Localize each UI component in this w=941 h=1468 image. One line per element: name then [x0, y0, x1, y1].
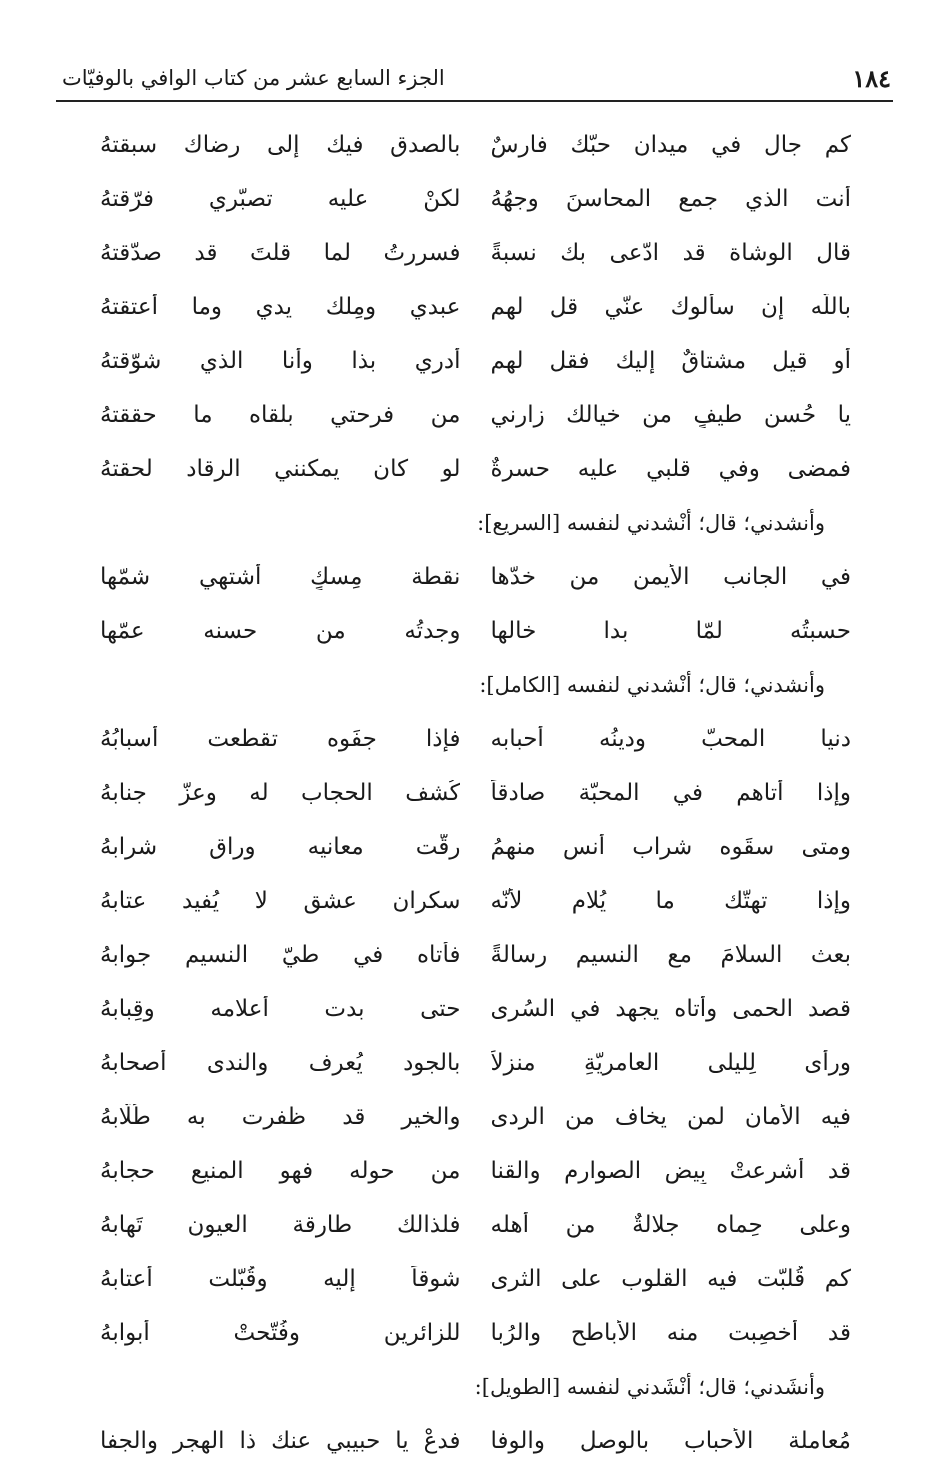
verse-second-hemistich: عبدي ومِلك يدي وما أعتقتهُ — [100, 294, 461, 320]
verse-line — [100, 604, 851, 658]
verse-first-hemistich: بعث السلامَ مع النسيم رسالةً — [490, 942, 851, 968]
poem-body — [100, 118, 851, 1468]
verse-line — [100, 1198, 851, 1252]
verse-line — [100, 766, 851, 820]
verse-second-hemistich: فلذالك طارقة العيون تَهابهُ — [100, 1212, 461, 1238]
verse-line — [100, 1144, 851, 1198]
verse-second-hemistich: فأتاه في طيّ النسيم جوابهُ — [100, 942, 461, 968]
verse-second-hemistich: من حوله فهو المنيع حجابهُ — [100, 1158, 461, 1184]
verse-second-hemistich: حتى بدت أعلامه وقِبابهُ — [100, 996, 461, 1022]
verse-second-hemistich: شوقاً إليه وقُبّلت أعتابهُ — [100, 1266, 461, 1292]
verse-second-hemistich: لو كان يمكنني الرقاد لحقتهُ — [100, 456, 461, 482]
header-rule — [56, 100, 893, 102]
verse-second-hemistich: بالصدق فيك إلى رضاك سبقتهُ — [100, 132, 461, 158]
running-title: الجزء السابع عشر من كتاب الوافي بالوفيّات — [62, 66, 445, 90]
verse-first-hemistich: مُعاملة الأحباب بالوصل والوفا — [490, 1428, 851, 1454]
verse-second-hemistich: من فرحتي بلقاه ما حققتهُ — [100, 402, 461, 428]
verse-first-hemistich: ورأى لِليلى العامريّةِ منزلاً — [490, 1050, 851, 1076]
verse-second-hemistich: والخير قد ظفرت به طُلّابهُ — [100, 1104, 461, 1130]
verse-first-hemistich: وإذا تهتّك ما يُلام لأنّه — [490, 888, 851, 914]
verse-first-hemistich: أنت الذي جمع المحاسنَ وجهُهُ — [490, 186, 851, 212]
verse-line — [100, 1414, 851, 1468]
verse-line — [100, 1036, 851, 1090]
verse-second-hemistich: بالجود يُعرف والندى أصحابهُ — [100, 1050, 461, 1076]
verse-line — [100, 172, 851, 226]
verse-line — [100, 874, 851, 928]
verse-line — [100, 712, 851, 766]
verse-line — [100, 982, 851, 1036]
verse-second-hemistich: فإذا جفَوه تقطعت أسبابُهُ — [100, 726, 461, 752]
verse-first-hemistich: حسبتُه لمّا بدا خالها — [490, 618, 851, 644]
verse-line — [100, 820, 851, 874]
verse-second-hemistich: للزائرين وفُتّحتْ أبوابهُ — [100, 1320, 461, 1346]
verse-second-hemistich: سكران عشقٍ لا يُفيد عتابهُ — [100, 888, 461, 914]
verse-second-hemistich: فدعْ يا حبيبي عنك ذا الهجر والجفا — [100, 1428, 461, 1454]
verse-line — [100, 334, 851, 388]
verse-first-hemistich: يا حُسن طيفٍ من خيالك زارني — [490, 402, 851, 428]
verse-second-hemistich: نقطة مِسكٍ أشتهي شمّها — [100, 564, 461, 590]
verse-first-hemistich: فيه الأمان لمن يخاف من الردى — [490, 1104, 851, 1130]
verse-first-hemistich: كم جال في ميدان حبّك فارسٌ — [490, 132, 851, 158]
page-number: ١٨٤ — [852, 63, 891, 93]
verse-line — [100, 388, 851, 442]
verse-line — [100, 118, 851, 172]
verse-first-hemistich: في الجانب الأيمن من خدّها — [490, 564, 851, 590]
verse-second-hemistich: وجدتُه من حسنه عمّها — [100, 618, 461, 644]
verse-line — [100, 226, 851, 280]
verse-first-hemistich: باللّه إن سألوك عنّي قل لهم — [490, 294, 851, 320]
verse-line — [100, 928, 851, 982]
verse-first-hemistich: فمضى وفي قلبي عليه حسرةٌ — [490, 456, 851, 482]
verse-line — [100, 550, 851, 604]
verse-line — [100, 442, 851, 496]
verse-line — [100, 280, 851, 334]
verse-line — [100, 1306, 851, 1360]
verse-first-hemistich: وعلى حِماه جلالةٌ من أهله — [490, 1212, 851, 1238]
verse-first-hemistich: كم قُلبّت فيه القلوب على الثرى — [490, 1266, 851, 1292]
page-header — [62, 58, 891, 98]
verse-first-hemistich: أو قيل مشتاقٌ إليك فقل لهم — [490, 348, 851, 374]
recitation-intro: وأنشدني؛ قال؛ أنْشدني لنفسه [الكامل]: — [479, 673, 825, 697]
verse-first-hemistich: قد أُخصِبت منه الأباطح والرُبا — [490, 1320, 851, 1346]
verse-second-hemistich: رقّت معانيه وراق شرابهُ — [100, 834, 461, 860]
verse-first-hemistich: قال الوشاة قد ادّعى بك نسبةً — [490, 240, 851, 266]
verse-first-hemistich: قد أُشرعتْ بِيض الصوارم والقنا — [490, 1158, 851, 1184]
recitation-intro: وأنشدني؛ قال؛ أنْشدني لنفسه [السريع]: — [477, 511, 825, 535]
verse-second-hemistich: فسررتُ لما قلتَ قد صدّقتهُ — [100, 240, 461, 266]
verse-first-hemistich: دنيا المحبّ ودينُه أحبابه — [490, 726, 851, 752]
verse-line — [100, 1090, 851, 1144]
verse-first-hemistich: قصد الحمى وأتاه يجهد في السُرى — [490, 996, 851, 1022]
verse-first-hemistich: ومتى سقَوه شراب أُنسٍ منهمُ — [490, 834, 851, 860]
verse-second-hemistich: كُشف الحجاب له وعزّ جنابهُ — [100, 780, 461, 806]
verse-second-hemistich: أدري بذا وأنا الذي شوّقتهُ — [100, 348, 461, 374]
verse-second-hemistich: لكنْ عليه تصبّري فرّقتهُ — [100, 186, 461, 212]
verse-line — [100, 1252, 851, 1306]
recitation-intro: وأنشَدني؛ قال؛ أنْشَدني لنفسه [الطويل]: — [474, 1375, 825, 1399]
verse-first-hemistich: وإذا أتاهم في المحبّة صادقاً — [490, 780, 851, 806]
